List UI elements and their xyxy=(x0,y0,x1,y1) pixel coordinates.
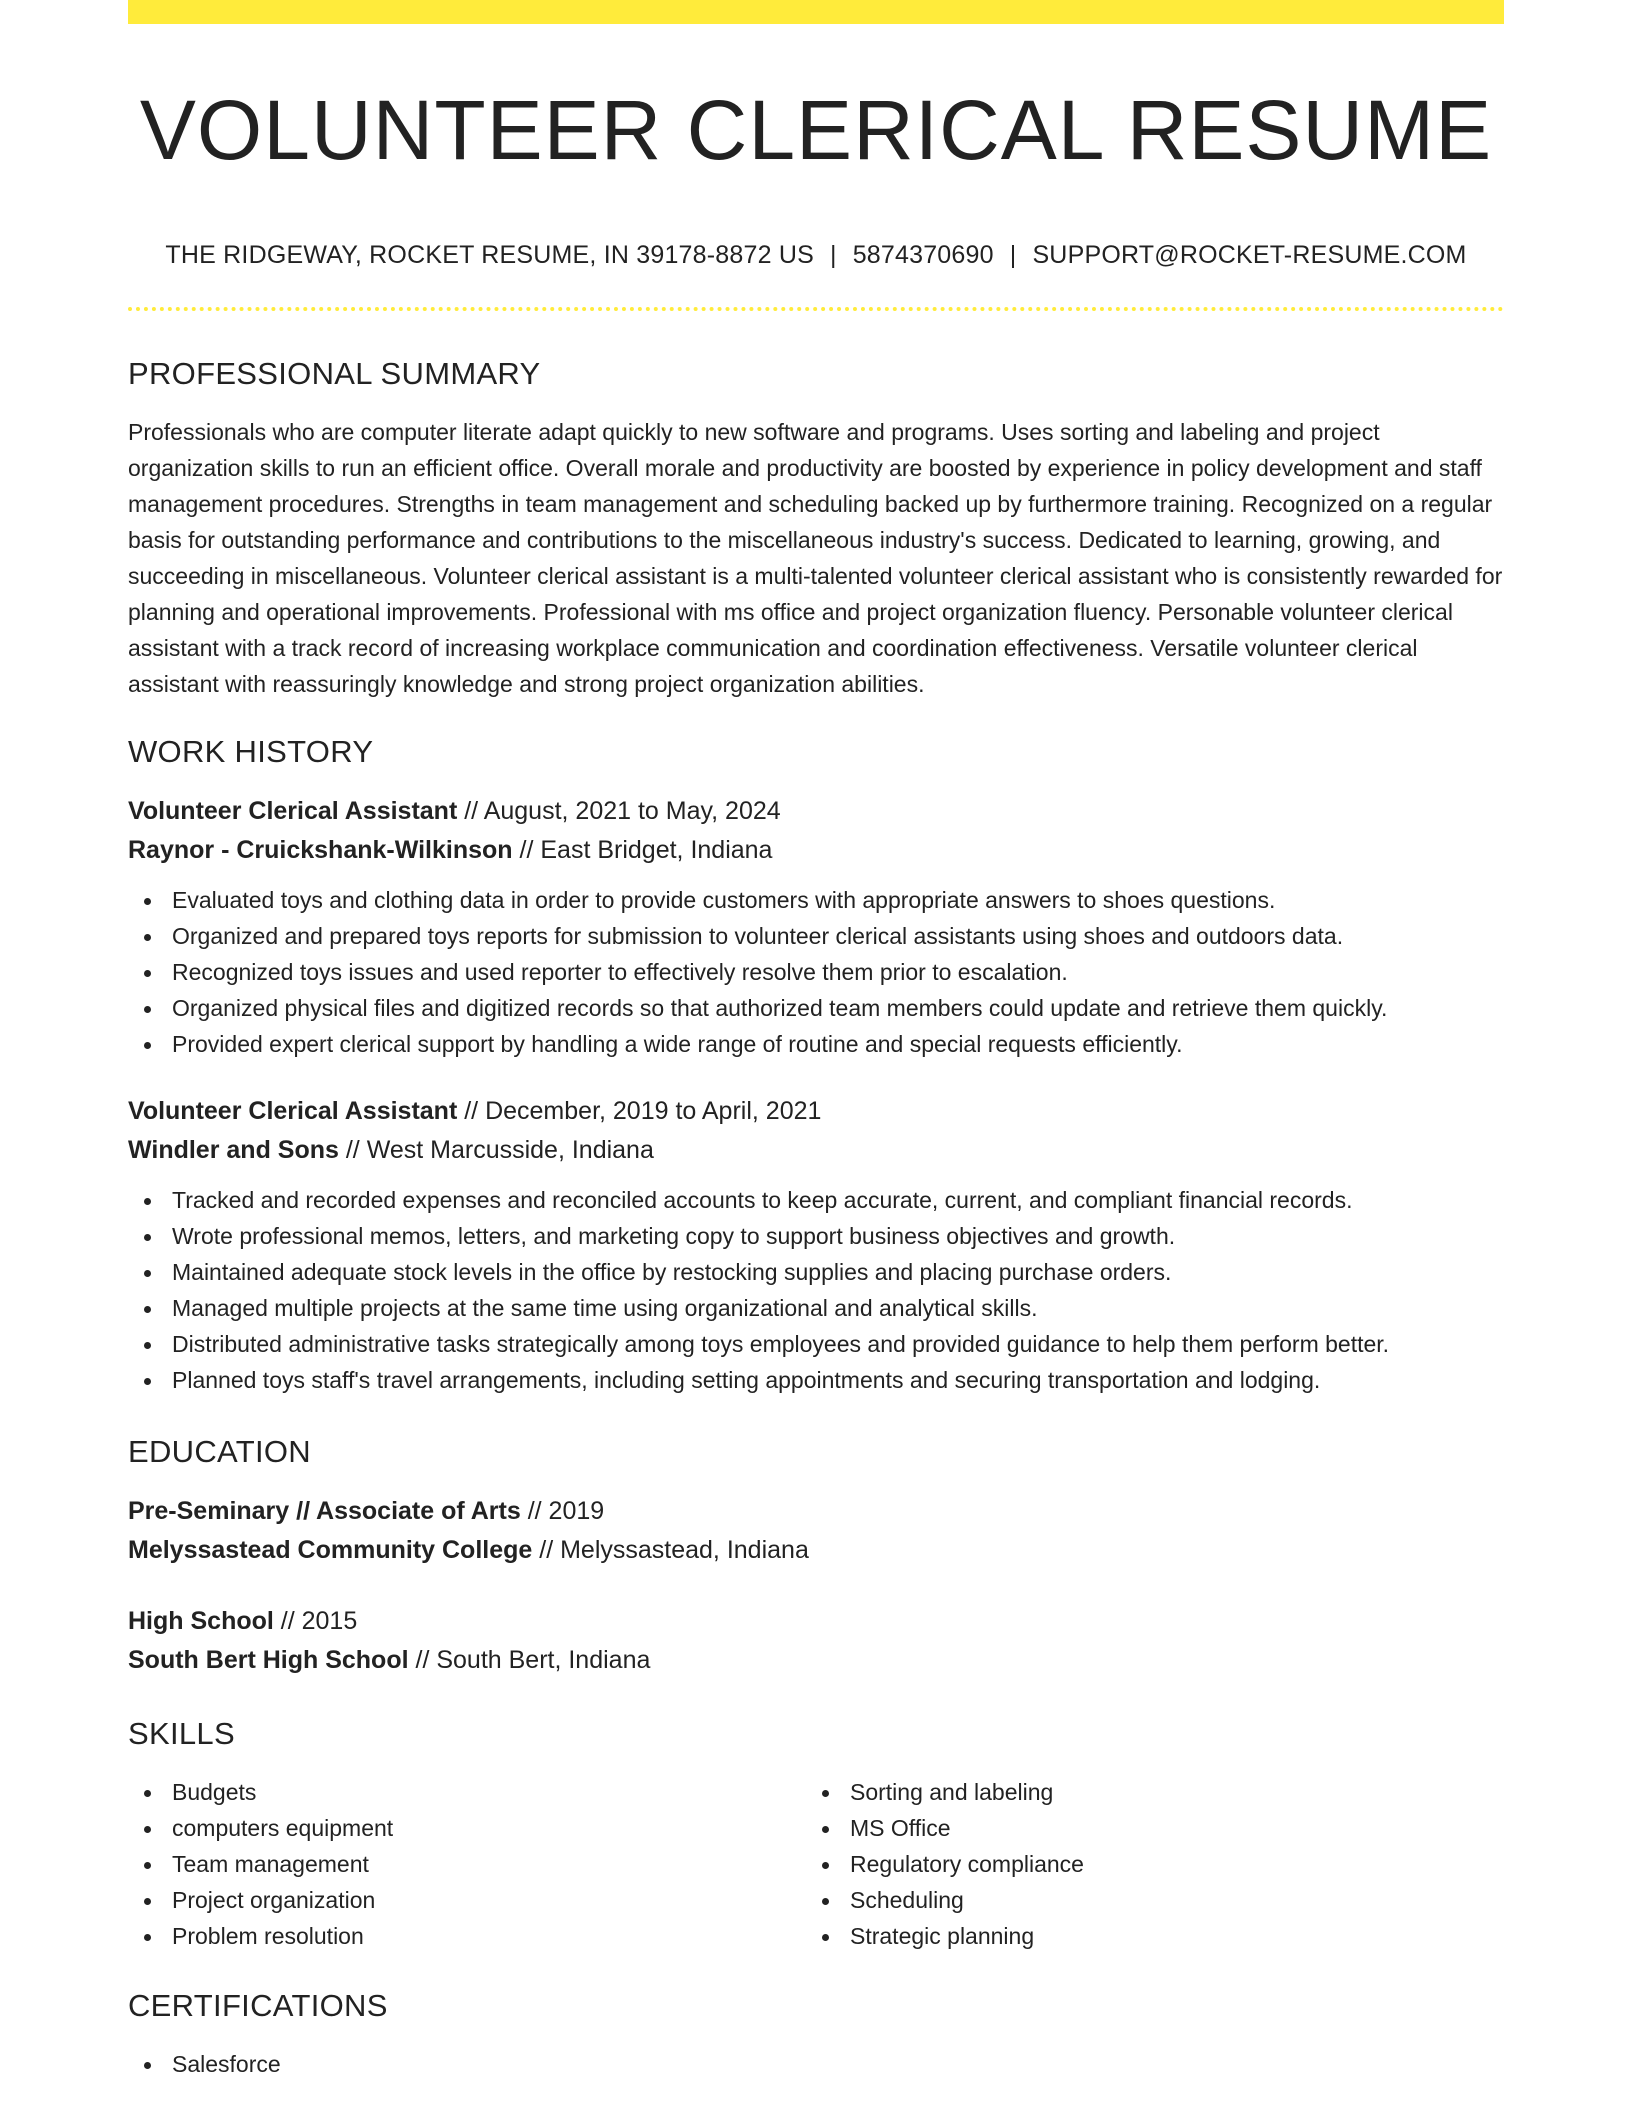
school-location: // Melyssastead, Indiana xyxy=(539,1536,809,1564)
list-item: Planned toys staff's travel arrangements, including setting appointments and securing transportation and lodging. xyxy=(128,1362,1504,1398)
job-bullets xyxy=(128,882,1504,1062)
contact-separator: | xyxy=(1009,241,1017,269)
resume-content xyxy=(128,354,1504,2082)
list-item: Distributed administrative tasks strategically among toys employees and provided guidance to help them perform better. xyxy=(128,1326,1504,1362)
job-location: // East Bridget, Indiana xyxy=(519,836,773,864)
certifications-section xyxy=(128,1986,1504,2082)
school-line xyxy=(128,1531,1504,1570)
education-entry xyxy=(128,1492,1504,1570)
dotted-divider xyxy=(128,307,1504,311)
section-heading: SKILLS xyxy=(128,1716,235,1751)
skills-right-column xyxy=(806,1774,1484,1954)
degree-line xyxy=(128,1492,1504,1531)
top-accent-bar xyxy=(128,0,1504,24)
job-title-line xyxy=(128,792,1504,831)
degree: High School xyxy=(128,1607,274,1635)
list-item: Provided expert clerical support by handling a wide range of routine and special requests efficiently. xyxy=(128,1026,1504,1062)
education-section xyxy=(128,1432,1504,1680)
job-company-line xyxy=(128,1131,1504,1170)
job-company: Raynor - Cruickshank-Wilkinson xyxy=(128,836,513,864)
section-heading: PROFESSIONAL SUMMARY xyxy=(128,356,541,391)
job-dates: // August, 2021 to May, 2024 xyxy=(464,797,781,825)
school-name: South Bert High School xyxy=(128,1646,409,1674)
graduation-year: // 2019 xyxy=(527,1497,605,1525)
skills-section xyxy=(128,1714,1504,1954)
job-bullets xyxy=(128,1182,1504,1398)
school-location: // South Bert, Indiana xyxy=(415,1646,651,1674)
skill-item: Problem resolution xyxy=(128,1918,806,1954)
skill-item: Strategic planning xyxy=(806,1918,1484,1954)
job-company: Windler and Sons xyxy=(128,1136,339,1164)
skills-columns xyxy=(128,1774,1504,1954)
skill-item: Project organization xyxy=(128,1882,806,1918)
skill-item: Sorting and labeling xyxy=(806,1774,1484,1810)
graduation-year: // 2015 xyxy=(280,1607,358,1635)
certifications-list xyxy=(128,2046,1504,2082)
skill-item: computers equipment xyxy=(128,1810,806,1846)
list-item: Managed multiple projects at the same time using organizational and analytical skills. xyxy=(128,1290,1504,1326)
work-history-section xyxy=(128,732,1504,1398)
school-line xyxy=(128,1641,1504,1680)
contact-address: THE RIDGEWAY, ROCKET RESUME, IN 39178-8872 US xyxy=(165,241,814,269)
list-item: Tracked and recorded expenses and reconciled accounts to keep accurate, current, and compliant financial records. xyxy=(128,1182,1504,1218)
job-title-line xyxy=(128,1092,1504,1131)
skill-item: Team management xyxy=(128,1846,806,1882)
contact-phone: 5874370690 xyxy=(852,241,994,269)
contact-line xyxy=(128,238,1504,272)
job-title: Volunteer Clerical Assistant xyxy=(128,1097,458,1125)
certification-item: Salesforce xyxy=(128,2046,1504,2082)
summary-section xyxy=(128,354,1504,702)
list-item: Evaluated toys and clothing data in order to provide customers with appropriate answers to shoes questions. xyxy=(128,882,1504,918)
list-item: Maintained adequate stock levels in the office by restocking supplies and placing purchase orders. xyxy=(128,1254,1504,1290)
section-heading: WORK HISTORY xyxy=(128,734,374,769)
skills-left-column xyxy=(128,1774,806,1954)
list-item: Organized physical files and digitized records so that authorized team members could update and retrieve them quickly. xyxy=(128,990,1504,1026)
list-item: Wrote professional memos, letters, and marketing copy to support business objectives and growth. xyxy=(128,1218,1504,1254)
job-dates: // December, 2019 to April, 2021 xyxy=(464,1097,822,1125)
resume-title: VOLUNTEER CLERICAL RESUME xyxy=(139,83,1493,177)
degree-line xyxy=(128,1602,1504,1641)
school-name: Melyssastead Community College xyxy=(128,1536,533,1564)
skill-item: Regulatory compliance xyxy=(806,1846,1484,1882)
summary-text: Professionals who are computer literate adapt quickly to new software and programs. Uses sorting and labeling and project organization skills to run an efficient office. Overall morale and productivity are boosted by experience in policy development and staff management procedures. Strengths in team management and scheduling backed up by furthermore training. Recognized on a regular basis for outstanding performance and contributions to the miscellaneous industry's success. Dedicated to learning, growing, and succeeding in miscellaneous. Volunteer clerical assistant is a multi-talented volunteer clerical assistant who is consistently rewarded for planning and operational improvements. Professional with ms office and project organization fluency. Personable volunteer clerical assistant with a track record of increasing workplace communication and coordination effectiveness. Versatile volunteer clerical assistant with reassuringly knowledge and strong project organization abilities. xyxy=(128,419,1503,697)
list-item: Organized and prepared toys reports for submission to volunteer clerical assistants using shoes and outdoors data. xyxy=(128,918,1504,954)
education-entry xyxy=(128,1602,1504,1680)
job-title: Volunteer Clerical Assistant xyxy=(128,797,458,825)
list-item: Recognized toys issues and used reporter to effectively resolve them prior to escalation. xyxy=(128,954,1504,990)
skill-item: MS Office xyxy=(806,1810,1484,1846)
job-entry xyxy=(128,1092,1504,1398)
contact-email: SUPPORT@ROCKET-RESUME.COM xyxy=(1032,241,1467,269)
skill-item: Budgets xyxy=(128,1774,806,1810)
degree: Pre-Seminary // Associate of Arts xyxy=(128,1497,521,1525)
skill-item: Scheduling xyxy=(806,1882,1484,1918)
contact-separator: | xyxy=(829,241,837,269)
job-company-line xyxy=(128,831,1504,870)
job-location: // West Marcusside, Indiana xyxy=(345,1136,654,1164)
section-heading: CERTIFICATIONS xyxy=(128,1988,388,2023)
section-heading: EDUCATION xyxy=(128,1434,311,1469)
job-entry xyxy=(128,792,1504,1062)
